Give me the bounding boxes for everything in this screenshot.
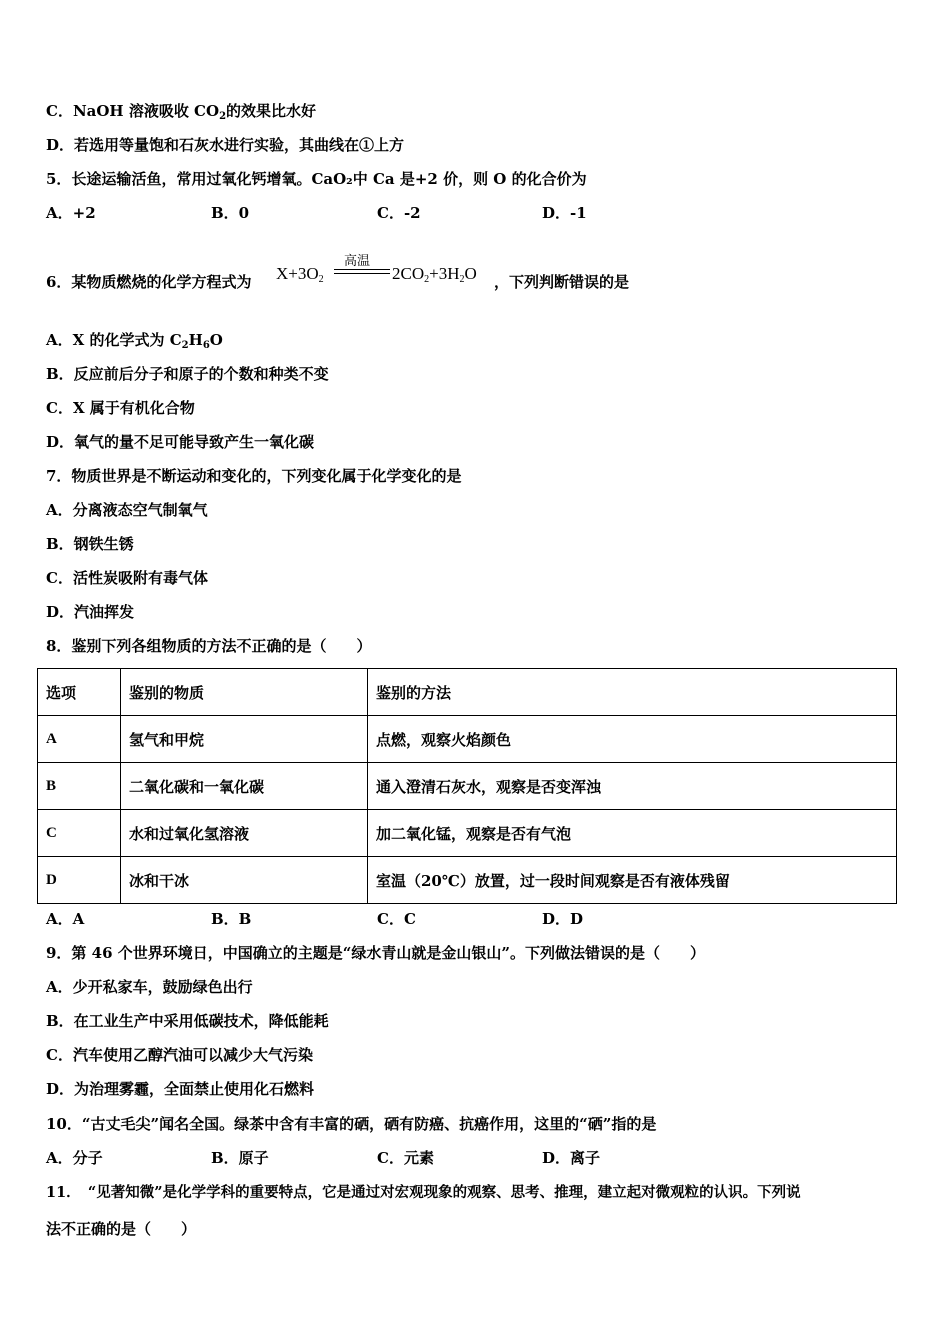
- equation-right: $2CO_2+3H_2O$: [392, 264, 477, 285]
- q7-option-d: D．汽油挥发: [46, 603, 135, 621]
- q5-option-c: C．-2: [377, 204, 421, 222]
- q7-stem: 7．物质世界是不断运动和变化的，下列变化属于化学变化的是: [46, 467, 462, 485]
- table-cell: 通入澄清石灰水，观察是否变浑浊: [368, 763, 897, 810]
- table-row: [38, 810, 897, 857]
- table-cell: 二氧化碳和一氧化碳: [121, 763, 368, 810]
- q5-option-a: A．+2: [46, 204, 96, 222]
- table-cell: B: [38, 763, 121, 810]
- q10-option-c: C．元素: [377, 1149, 434, 1167]
- q6-option-d: D．氧气的量不足可能导致产生一氧化碳: [46, 433, 315, 451]
- q6-equation: [276, 250, 496, 296]
- table-header-row: [38, 669, 897, 716]
- q7-option-b: B．钢铁生锈: [46, 535, 134, 553]
- table-cell: A: [38, 716, 121, 763]
- q8-stem: 8．鉴别下列各组物质的方法不正确的是（ ）: [46, 637, 372, 655]
- q5-option-b: B．0: [211, 204, 250, 222]
- table-row: [38, 857, 897, 904]
- q8-option-a: A．A: [46, 910, 85, 928]
- equation-left: $X+3O_2$: [276, 264, 324, 285]
- table-row: [38, 763, 897, 810]
- q4-option-c: C．NaOH 溶液吸收 $CO_2$的效果比水好: [46, 102, 317, 122]
- q10-option-b: B．原子: [211, 1149, 269, 1167]
- q6-option-c: C．X 属于有机化合物: [46, 399, 195, 417]
- table-header-cell: 选项: [38, 669, 121, 716]
- q6-stem-suffix: ，下列判断错误的是: [494, 273, 630, 291]
- q10-option-d: D．离子: [542, 1149, 601, 1167]
- table-cell: 加二氧化锰，观察是否有气泡: [368, 810, 897, 857]
- table-cell: 冰和干冰: [121, 857, 368, 904]
- q7-option-a: A．分离液态空气制氧气: [46, 501, 208, 519]
- q6-stem-prefix: 6．某物质燃烧的化学方程式为: [46, 273, 252, 291]
- q11-stem-line2: 法不正确的是（ ）: [46, 1220, 197, 1238]
- table-row: [38, 716, 897, 763]
- q9-option-a: A．少开私家车，鼓励绿色出行: [46, 978, 253, 996]
- q5-option-d: D．-1: [542, 204, 587, 222]
- q8-option-b: B．B: [211, 910, 252, 928]
- q6-option-b: B．反应前后分子和原子的个数和种类不变: [46, 365, 329, 383]
- table-cell: 水和过氧化氢溶液: [121, 810, 368, 857]
- q11-stem-line1: 11． “见著知微”是化学学科的重要特点，它是通过对宏观现象的观察、思考、推理，建立起对微观粒的认识。下列说: [46, 1184, 801, 1201]
- q9-option-b: B．在工业生产中采用低碳技术，降低能耗: [46, 1012, 329, 1030]
- table-cell: 室温（20℃）放置，过一段时间观察是否有液体残留: [368, 857, 897, 904]
- q9-option-d: D．为治理雾霾，全面禁止使用化石燃料: [46, 1080, 315, 1098]
- q6-option-a: A．X 的化学式为 $C_2H_6O$: [46, 331, 223, 351]
- q8-table: [37, 668, 897, 904]
- q5-stem: 5．长途运输活鱼，常用过氧化钙增氧。CaO₂中 Ca 是+2 价，则 O 的化合价为: [46, 170, 587, 188]
- table-cell: 点燃，观察火焰颜色: [368, 716, 897, 763]
- q10-option-a: A．分子: [46, 1149, 103, 1167]
- q7-option-c: C．活性炭吸附有毒气体: [46, 569, 208, 587]
- equation-condition: 高温: [344, 254, 371, 269]
- q8-option-c: C．C: [377, 910, 416, 928]
- q9-stem: 9．第 46 个世界环境日，中国确立的主题是“绿水青山就是金山银山”。下列做法错误的是（ ）: [46, 944, 706, 962]
- q8-option-d: D．D: [542, 910, 584, 928]
- q9-option-c: C．汽车使用乙醇汽油可以减少大气污染: [46, 1046, 313, 1064]
- q4-option-d: D．若选用等量饱和石灰水进行实验，其曲线在①上方: [46, 136, 405, 154]
- q10-stem: 10．“古丈毛尖”闻名全国。绿茶中含有丰富的硒，硒有防癌、抗癌作用，这里的“硒”指的是: [46, 1115, 657, 1133]
- equation-double-bar: [334, 269, 390, 274]
- table-cell: 氢气和甲烷: [121, 716, 368, 763]
- table-cell: C: [38, 810, 121, 857]
- table-cell: D: [38, 857, 121, 904]
- table-header-cell: 鉴别的物质: [121, 669, 368, 716]
- table-header-cell: 鉴别的方法: [368, 669, 897, 716]
